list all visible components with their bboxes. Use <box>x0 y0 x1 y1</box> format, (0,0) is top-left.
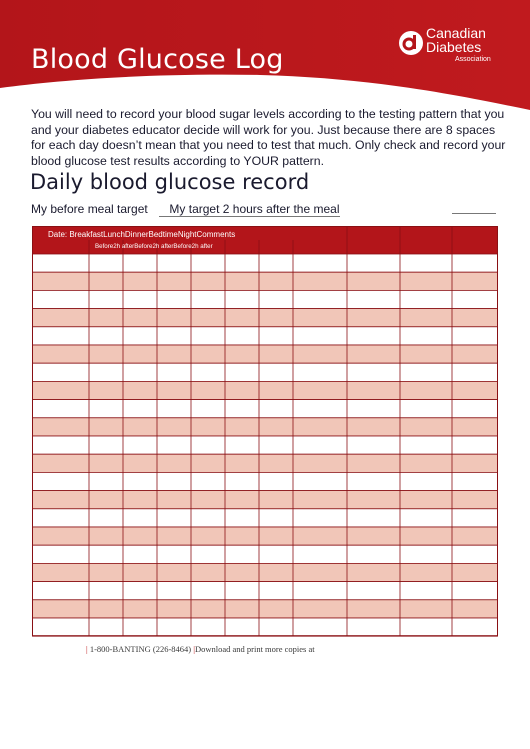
footer-phone: 1-800-BANTING (226-8464) <box>89 644 192 654</box>
logo-subtitle: Association <box>455 56 491 63</box>
target-line <box>31 202 340 217</box>
table-row[interactable] <box>33 472 498 490</box>
page-title: Blood Glucose Log <box>31 44 284 76</box>
table-row[interactable] <box>33 582 498 600</box>
table-row[interactable] <box>33 400 498 418</box>
table-row[interactable] <box>33 509 498 527</box>
table-row[interactable] <box>33 618 498 636</box>
after-meal-target-field[interactable] <box>452 213 496 214</box>
section-title: Daily blood glucose record <box>30 170 310 194</box>
table-row[interactable] <box>33 454 498 472</box>
table-row[interactable] <box>33 381 498 399</box>
before-meal-target-field[interactable] <box>159 202 339 217</box>
table-row[interactable] <box>33 436 498 454</box>
table-row[interactable] <box>33 345 498 363</box>
table-row[interactable] <box>33 272 498 290</box>
header-row-2: Before2h afterBefore2h afterBefore2h after <box>95 243 213 250</box>
table-row[interactable] <box>33 327 498 345</box>
log-grid <box>32 226 499 637</box>
table-row[interactable] <box>33 418 498 436</box>
logo-name-line2: Diabetes <box>426 39 482 55</box>
footer-divider: | <box>193 644 195 654</box>
intro-paragraph: You will need to record your blood sugar levels according to the testing pattern that you and your diabetes educator decide will work for you. Just because there are 8 spaces for each day doesn’t mean that you need to test that much. Only check and record your blood glucose test results according to YOUR pattern. <box>31 107 506 168</box>
footer-divider: | <box>86 644 88 654</box>
table-row[interactable] <box>33 527 498 545</box>
footer <box>86 644 315 654</box>
cda-logo-icon <box>398 30 424 56</box>
header-row-1: Date: BreakfastLunchDinnerBedtimeNightComments <box>48 230 236 239</box>
before-meal-target-label: My before meal target <box>31 202 148 216</box>
table-row[interactable] <box>33 254 498 272</box>
after-meal-target-label: My target 2 hours after the meal <box>169 202 340 216</box>
table-row[interactable] <box>33 545 498 563</box>
table-row[interactable] <box>33 290 498 308</box>
glucose-log-table <box>32 226 499 637</box>
footer-download: Download and print more copies at <box>194 644 315 654</box>
cda-logo <box>398 26 508 72</box>
table-row[interactable] <box>33 309 498 327</box>
table-row[interactable] <box>33 491 498 509</box>
table-row[interactable] <box>33 600 498 618</box>
table-row[interactable] <box>33 363 498 381</box>
table-row[interactable] <box>33 563 498 581</box>
logo-name-line1: Canadian <box>426 25 486 41</box>
